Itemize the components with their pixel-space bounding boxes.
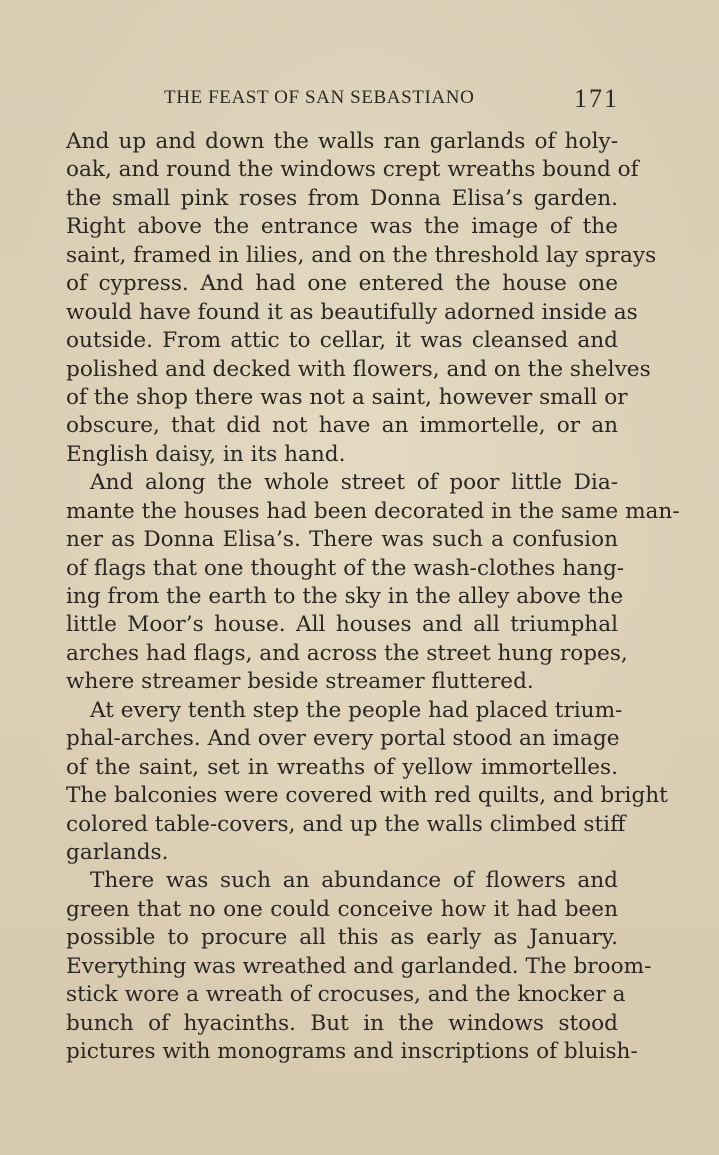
text-line: oak, and round the windows crept wreaths bound of bbox=[66, 157, 639, 183]
text-line: Everything was wreathed and garlanded. The broom- bbox=[66, 953, 652, 979]
text-line: obscure, that did not have an immortelle, or an bbox=[66, 413, 618, 439]
paragraph-start-line: There was such an abundance of flowers and bbox=[90, 868, 618, 894]
text-line: garlands. bbox=[66, 839, 169, 865]
text-line: English daisy, in its hand. bbox=[66, 441, 346, 467]
text-line: arches had flags, and across the street hung ropes, bbox=[66, 640, 628, 666]
page-number: 171 bbox=[574, 84, 619, 113]
text-line: The balconies were covered with red quilts, and bright bbox=[66, 783, 668, 809]
text-line: bunch of hyacinths. But in the windows stood bbox=[66, 1010, 618, 1036]
paragraph-start-line: At every tenth step the people had placed trium- bbox=[90, 697, 623, 723]
text-line: ner as Donna Elisa’s. There was such a confusion bbox=[66, 527, 618, 553]
text-line: of flags that one thought of the wash-clothes hang- bbox=[66, 555, 625, 581]
text-line: would have found it as beautifully adorned inside as bbox=[66, 299, 638, 325]
text-line: of the saint, set in wreaths of yellow immortelles. bbox=[66, 754, 618, 780]
text-line: the small pink roses from Donna Elisa’s garden. bbox=[66, 185, 618, 211]
text-line: possible to procure all this as early as January. bbox=[66, 925, 618, 951]
text-line: saint, framed in lilies, and on the threshold lay sprays bbox=[66, 242, 657, 268]
page-header bbox=[66, 84, 619, 114]
text-line: of cypress. And had one entered the house one bbox=[66, 271, 618, 297]
text-line: pictures with monograms and inscriptions of bluish- bbox=[66, 1039, 638, 1064]
text-line: little Moor’s house. All houses and all triumphal bbox=[66, 612, 618, 638]
text-line: colored table-covers, and up the walls climbed stiff bbox=[66, 811, 626, 837]
text-line: outside. From attic to cellar, it was cleansed and bbox=[66, 328, 618, 354]
text-line: ing from the earth to the sky in the alley above the bbox=[66, 584, 624, 609]
body-text bbox=[66, 128, 680, 1066]
text-line: And up and down the walls ran garlands of holy- bbox=[66, 129, 618, 154]
text-line: mante the houses had been decorated in the same man- bbox=[66, 498, 680, 524]
paragraph-start-line: And along the whole street of poor little Dia- bbox=[90, 470, 618, 496]
text-line: green that no one could conceive how it had been bbox=[66, 896, 618, 922]
running-title: THE FEAST OF SAN SEBASTIANO bbox=[164, 87, 475, 108]
text-line: of the shop there was not a saint, however small or bbox=[66, 384, 628, 410]
text-line: where streamer beside streamer fluttered. bbox=[66, 669, 534, 695]
text-line: Right above the entrance was the image of the bbox=[66, 214, 618, 240]
text-line: phal-arches. And over every portal stood an image bbox=[66, 726, 620, 752]
text-line: polished and decked with flowers, and on the shelves bbox=[66, 356, 651, 382]
text-line: stick wore a wreath of crocuses, and the knocker a bbox=[66, 982, 626, 1008]
